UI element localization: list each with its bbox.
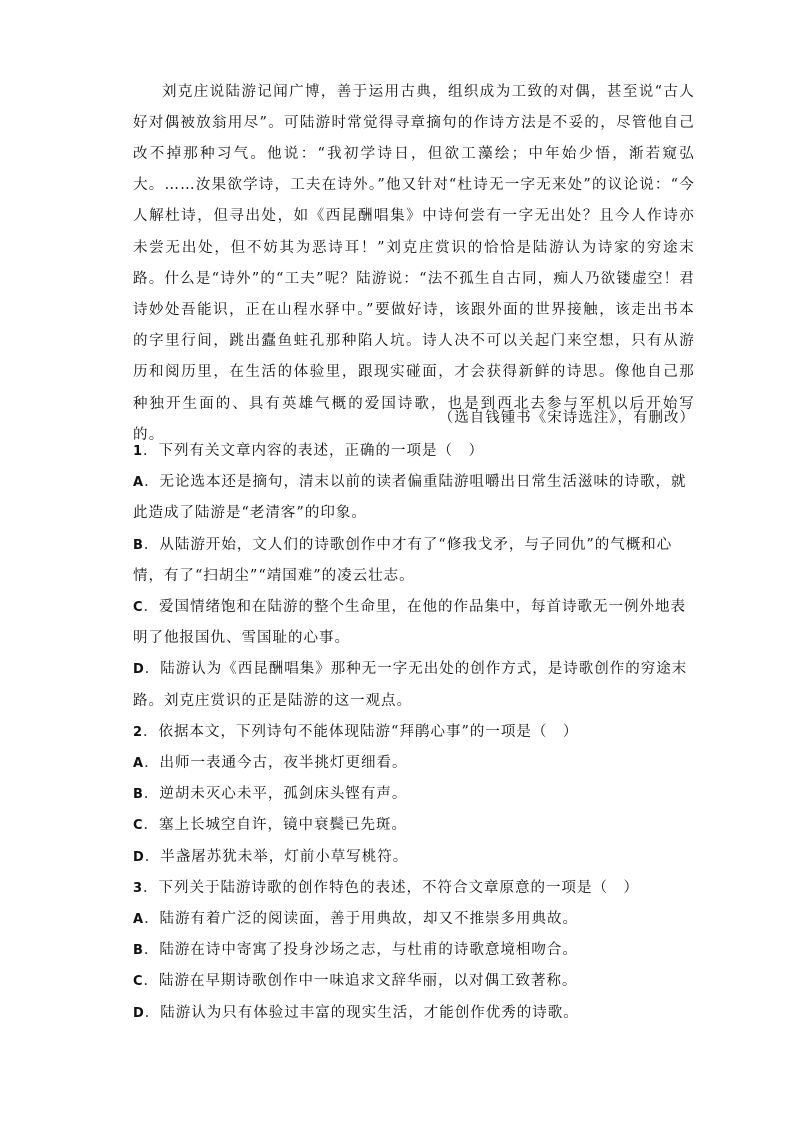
option-letter: D xyxy=(133,1005,145,1021)
question-stem xyxy=(133,873,695,904)
option-text: ．陆游在早期诗歌创作中一味追求文辞华丽，以对偶工致著称。 xyxy=(143,973,578,990)
question-text: ．下列关于陆游诗歌的创作特色的表述，不符合文章原意的一项是（ ） xyxy=(143,879,640,896)
option-letter: D xyxy=(133,662,145,678)
option-letter: B xyxy=(133,537,144,553)
option-text: ．塞上长城空自许，镜中衰鬓已先斑。 xyxy=(143,817,408,834)
questions-section xyxy=(133,436,695,1029)
option-text: ．半盏屠苏犹未举，灯前小草写桃符。 xyxy=(144,848,409,865)
passage-source: （选自钱锺书《宋诗选注》，有删改） xyxy=(438,410,695,426)
option-letter: B xyxy=(133,787,144,803)
option-c xyxy=(133,966,695,997)
question-3 xyxy=(133,873,695,1029)
option-letter: A xyxy=(133,912,145,928)
option-d xyxy=(133,842,695,873)
option-letter: C xyxy=(133,600,144,616)
option-d xyxy=(133,654,695,716)
question-number: 1 xyxy=(133,444,144,459)
option-d xyxy=(133,998,695,1029)
option-b xyxy=(133,530,695,592)
option-letter: B xyxy=(133,943,144,959)
question-1 xyxy=(133,436,695,717)
option-letter: A xyxy=(133,756,145,772)
option-text: ．陆游在诗中寄寓了投身沙场之志，与杜甫的诗歌意境相吻合。 xyxy=(143,942,578,959)
option-letter: D xyxy=(133,849,145,865)
option-text: ．从陆游开始，文人们的诗歌创作中才有了“修我戈矛，与子同仇”的气概和心情，有了“扫胡尘”“靖国难”的凌云壮志。 xyxy=(133,536,673,584)
option-letter: C xyxy=(133,974,144,990)
option-text: ．陆游认为《西昆酬唱集》那种无一字无出处的创作方式，是诗歌创作的穷途末路。刘克庄赏识的正是陆游的这一观点。 xyxy=(133,661,688,709)
question-text: ．下列有关文章内容的表述，正确的一项是（ ） xyxy=(143,443,485,459)
option-letter: C xyxy=(133,818,144,834)
option-text: ．出师一表通今古，夜半挑灯更细看。 xyxy=(144,755,408,772)
option-a xyxy=(133,904,695,935)
option-c xyxy=(133,810,695,841)
option-b xyxy=(133,935,695,966)
option-text: ．陆游认为只有体验过丰富的现实生活，才能创作优秀的诗歌。 xyxy=(144,1004,579,1021)
option-text: ．无论选本还是摘句，清末以前的读者偏重陆游咀嚼出日常生活滋味的诗歌，就此造成了陆游是“老清客”的印象。 xyxy=(133,474,687,522)
question-2 xyxy=(133,717,695,873)
question-number: 2 xyxy=(133,724,144,740)
option-b xyxy=(133,779,695,810)
question-number: 3 xyxy=(133,880,144,896)
passage-paragraph: 刘克庄说陆游记闻广博，善于运用古典，组织成为工致的对偶，甚至说“古人好对偶被放翁用尽”。可陆游时常觉得寻章摘句的作诗方法是不妥的，尽管他自己改不掉那种习气。他说：“我初学诗日，但欲工藻绘；中年始少悟，渐若窥弘大。……汝果欲学诗，工夫在诗外。”他又针对“杜诗无一字无来处”的议论说：“今人解杜诗，但寻出处，如《西昆酬唱集》中诗何尝有一字无出处？且今人作诗亦未尝无出处，但不妨其为恶诗耳！”刘克庄赏识的恰恰是陆游认为诗家的穷途末路。什么是“诗外”的“工夫”呢？陆游说：“法不孤生自古同，痴人乃欲镂虚空！君诗妙处吾能识，正在山程水驿中。”要做好诗，该跟外面的世界接触，该走出书本的字里行间，跳出蠹鱼蛀孔那种陷人坑。诗人决不可以关起门来空想，只有从游历和阅历里，在生活的体验里，跟现实碰面，才会获得新鲜的诗思。像他自己那种独开生面的、具有英雄气概的爱国诗歌，也是到西北去参与军机以后开始写的。 xyxy=(133,83,695,443)
question-stem xyxy=(133,717,695,748)
option-a xyxy=(133,467,695,529)
option-text: ．爱国情绪饱和在陆游的整个生命里，在他的作品集中，每首诗歌无一例外地表明了他报国仇、雪国耻的心事。 xyxy=(133,599,687,647)
question-text: ．依据本文，下列诗句不能体现陆游“拜鹃心事”的一项是（ ） xyxy=(143,723,579,740)
option-a xyxy=(133,748,695,779)
option-letter: A xyxy=(133,475,145,491)
option-text: ．逆胡未灭心未平，孤剑床头铿有声。 xyxy=(143,786,408,803)
option-text: ．陆游有着广泛的阅读面，善于用典故，却又不推崇多用典故。 xyxy=(144,911,579,928)
option-c xyxy=(133,592,695,654)
question-stem xyxy=(133,436,695,467)
